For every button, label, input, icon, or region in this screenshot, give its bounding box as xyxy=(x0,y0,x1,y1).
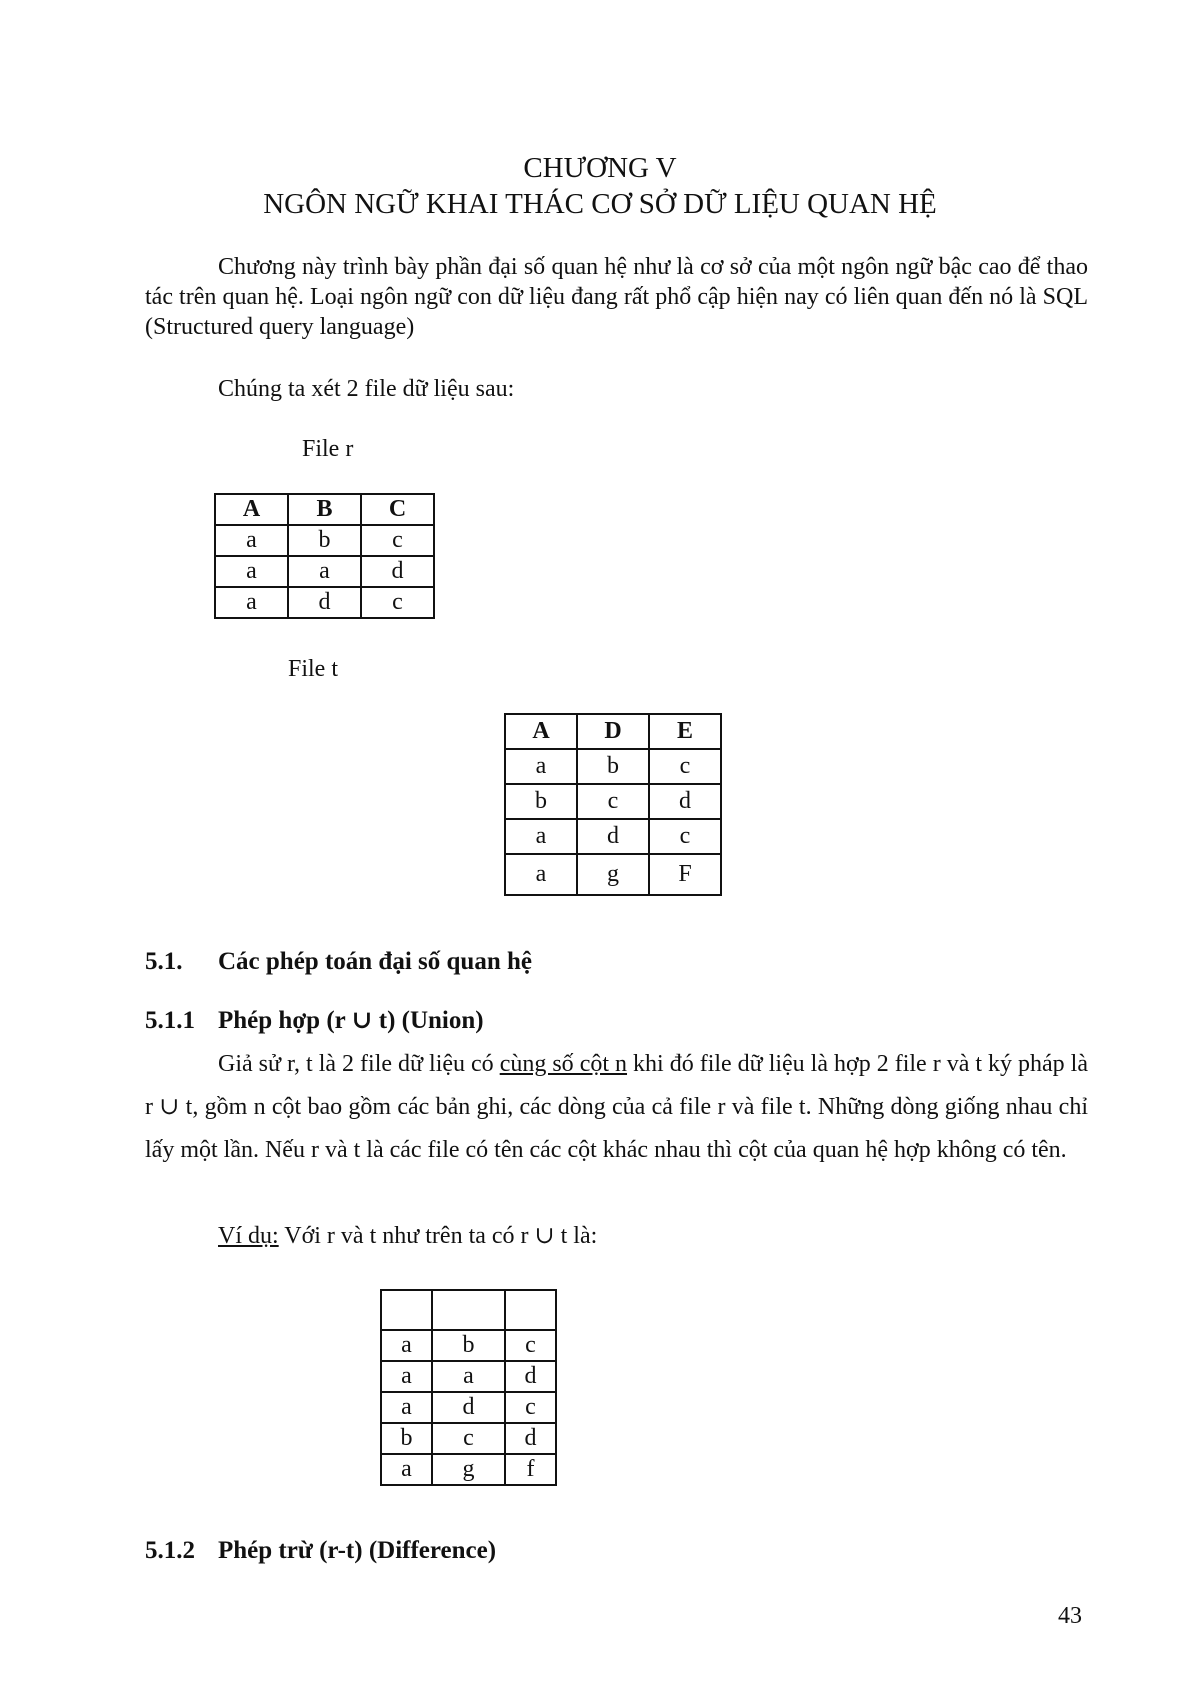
table-header-row xyxy=(381,1290,556,1330)
table-row xyxy=(381,1392,556,1423)
section-number: 5.1.1 xyxy=(145,1007,195,1034)
table-cell: a xyxy=(381,1330,432,1361)
example-text: Với r và t như trên ta có r ∪ t là: xyxy=(278,1223,598,1249)
table-cell: a xyxy=(215,556,288,587)
table-cell: c xyxy=(432,1423,505,1454)
example-label: Ví dụ: xyxy=(218,1223,279,1249)
table-cell: d xyxy=(432,1392,505,1423)
table-row xyxy=(215,556,434,587)
table-cell: d xyxy=(361,556,434,587)
table-cell: f xyxy=(505,1454,556,1485)
section-number: 5.1. xyxy=(145,948,183,975)
table-row xyxy=(381,1423,556,1454)
table-cell: g xyxy=(432,1454,505,1485)
table-row xyxy=(381,1454,556,1485)
table-cell: a xyxy=(288,556,361,587)
table-cell: d xyxy=(288,587,361,618)
table-cell: b xyxy=(288,525,361,556)
table-cell: d xyxy=(649,784,721,819)
table-cell: a xyxy=(505,854,577,895)
section-title: Các phép toán đại số quan hệ xyxy=(218,948,532,975)
table-cell: c xyxy=(361,525,434,556)
header-cell: C xyxy=(361,494,434,525)
table-row xyxy=(505,749,721,784)
table-cell: a xyxy=(381,1454,432,1485)
intro-paragraph: Chương này trình bày phần đại số quan hệ như là cơ sở của một ngôn ngữ bậc cao để thao tác trên quan hệ. Loại ngôn ngữ con dữ liệu đang rất phổ cập hiện nay có liên quan đến nó là SQL (Structured query language) xyxy=(145,254,1088,340)
header-cell xyxy=(432,1290,505,1330)
table-cell: a xyxy=(215,587,288,618)
table-cell: c xyxy=(361,587,434,618)
table-row xyxy=(215,587,434,618)
section-number: 5.1.2 xyxy=(145,1537,195,1564)
header-cell xyxy=(381,1290,432,1330)
page-number: 43 xyxy=(1058,1603,1082,1629)
table-cell: b xyxy=(381,1423,432,1454)
chapter-number: CHƯƠNG V xyxy=(523,152,677,184)
table-cell: a xyxy=(505,749,577,784)
table-cell: d xyxy=(577,819,649,854)
table-cell: b xyxy=(432,1330,505,1361)
table-row xyxy=(215,525,434,556)
table-cell: a xyxy=(505,819,577,854)
section-title: Phép trừ (r-t) (Difference) xyxy=(218,1537,497,1564)
table-cell: d xyxy=(505,1423,556,1454)
consider-line: Chúng ta xét 2 file dữ liệu sau: xyxy=(218,376,515,402)
table-cell: a xyxy=(215,525,288,556)
union-table xyxy=(380,1289,557,1486)
table-cell: a xyxy=(381,1361,432,1392)
header-cell: A xyxy=(215,494,288,525)
union-text-part1: Giả sử r, t là 2 file dữ liệu có xyxy=(218,1051,500,1077)
union-paragraph xyxy=(145,1043,1088,1172)
header-cell: E xyxy=(649,714,721,749)
section-heading-5-1-2 xyxy=(145,1537,496,1565)
table-cell: b xyxy=(505,784,577,819)
table-row xyxy=(505,854,721,895)
table-cell: c xyxy=(505,1392,556,1423)
section-heading-5-1 xyxy=(145,948,532,976)
header-cell: A xyxy=(505,714,577,749)
table-cell: c xyxy=(649,749,721,784)
table-cell: a xyxy=(432,1361,505,1392)
table-cell: d xyxy=(505,1361,556,1392)
table-cell: b xyxy=(577,749,649,784)
table-cell: g xyxy=(577,854,649,895)
table-cell: F xyxy=(649,854,721,895)
table-row xyxy=(381,1330,556,1361)
union-text-underlined: cùng số cột n xyxy=(499,1051,628,1077)
table-cell: c xyxy=(505,1330,556,1361)
section-heading-5-1-1 xyxy=(145,1005,484,1035)
example-line xyxy=(218,1221,597,1250)
table-row xyxy=(505,819,721,854)
table-row xyxy=(505,784,721,819)
table-row xyxy=(381,1361,556,1392)
table-cell: c xyxy=(649,819,721,854)
header-cell xyxy=(505,1290,556,1330)
table-header-row xyxy=(505,714,721,749)
table-cell: a xyxy=(381,1392,432,1423)
file-r-label: File r xyxy=(302,436,354,462)
header-cell: D xyxy=(577,714,649,749)
file-t-label: File t xyxy=(288,656,339,682)
chapter-title: NGÔN NGỮ KHAI THÁC CƠ SỞ DỮ LIỆU QUAN HỆ xyxy=(263,188,937,220)
header-cell: B xyxy=(288,494,361,525)
table-header-row xyxy=(215,494,434,525)
union-text-part2: khi đó file dữ liệu là hợp 2 file r và t ký pháp là r ∪ t, gồm n cột bao gồm các bản ghi, các dòng của cả file r và file t. Những dòng giống nhau chỉ lấy một lần. Nếu r và t là các file có tên các cột khác nhau thì cột của quan hệ hợp không có tên. xyxy=(145,1051,1088,1163)
table-cell: c xyxy=(577,784,649,819)
file-t-table xyxy=(504,713,722,896)
section-title: Phép hợp (r ∪ t) (Union) xyxy=(218,1007,484,1034)
file-r-table xyxy=(214,493,435,619)
